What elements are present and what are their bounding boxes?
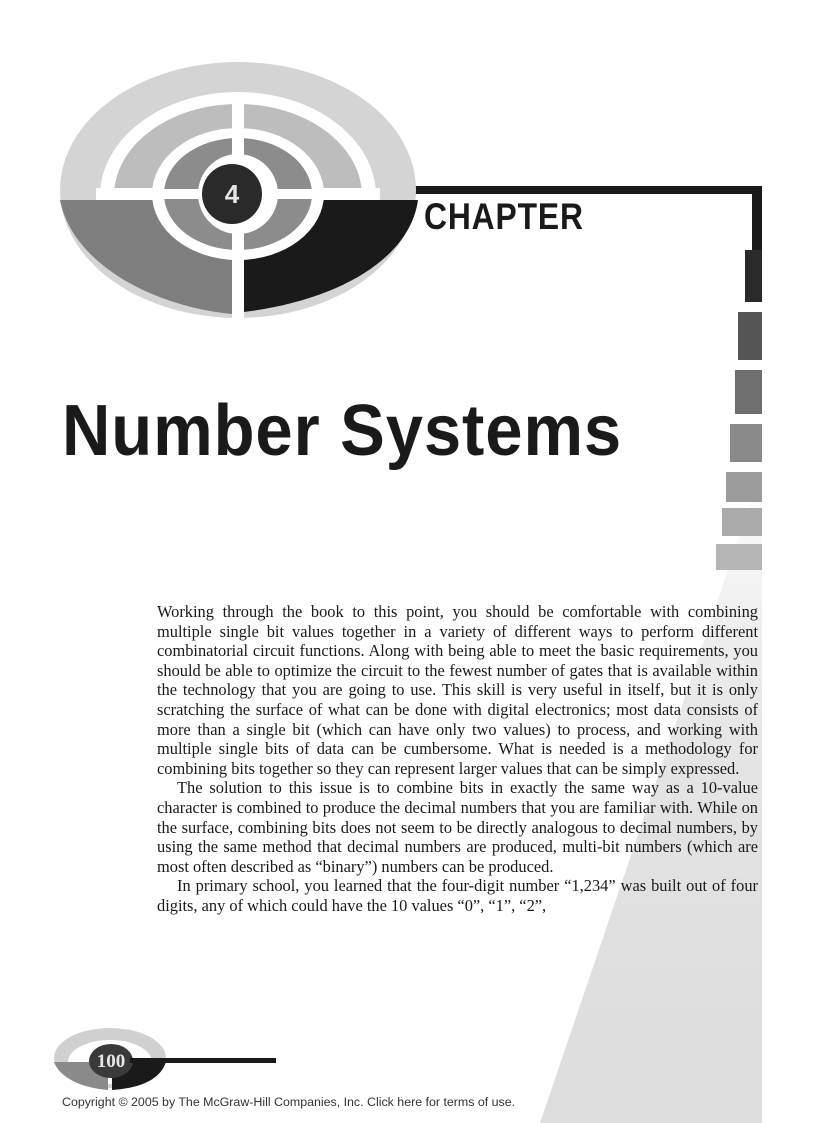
chapter-label: CHAPTER (424, 196, 584, 237)
paragraph: The solution to this issue is to combine bits in exactly the same way as a 10-value character is combined to produce the decimal numbers that you are familiar with. While on the surface, combining bits does not seem to be directly analogous to decimal numbers, by using the same method that decimal numbers are produced, multi-bit numbers (which are most often described as “binary”) numbers can be produced. (157, 778, 758, 876)
page-number: 100 (96, 1051, 126, 1072)
right-edge-blocks (716, 192, 762, 570)
paragraph: In primary school, you learned that the four-digit number “1,234” was built out of four digits, any of which could have the 10 values “0”, “1”, “2”, (157, 876, 758, 915)
copyright-link[interactable]: Copyright © 2005 by The McGraw-Hill Companies, Inc. Click here for terms of use. (62, 1095, 516, 1109)
chapter-title: Number Systems (62, 391, 623, 471)
chapter-number: 4 (224, 179, 240, 209)
body-text (157, 602, 758, 916)
paragraph: Working through the book to this point, you should be comfortable with combining multiple single bit values together in a variety of different ways to perform different combinatorial circuit functions. Along with being able to meet the basic requirements, you should be able to optimize the circuit to the fewest number of gates that is available within the technology that you are going to use. This skill is very useful in itself, but it is only scratching the surface of what can be done with digital electronics; most data consists of more than a single bit (which can have only two values) to process, and working with multiple single bits of data can be cumbersome. What is needed is a methodology for combining bits together so they can represent larger values that can be simply expressed. (157, 602, 758, 778)
